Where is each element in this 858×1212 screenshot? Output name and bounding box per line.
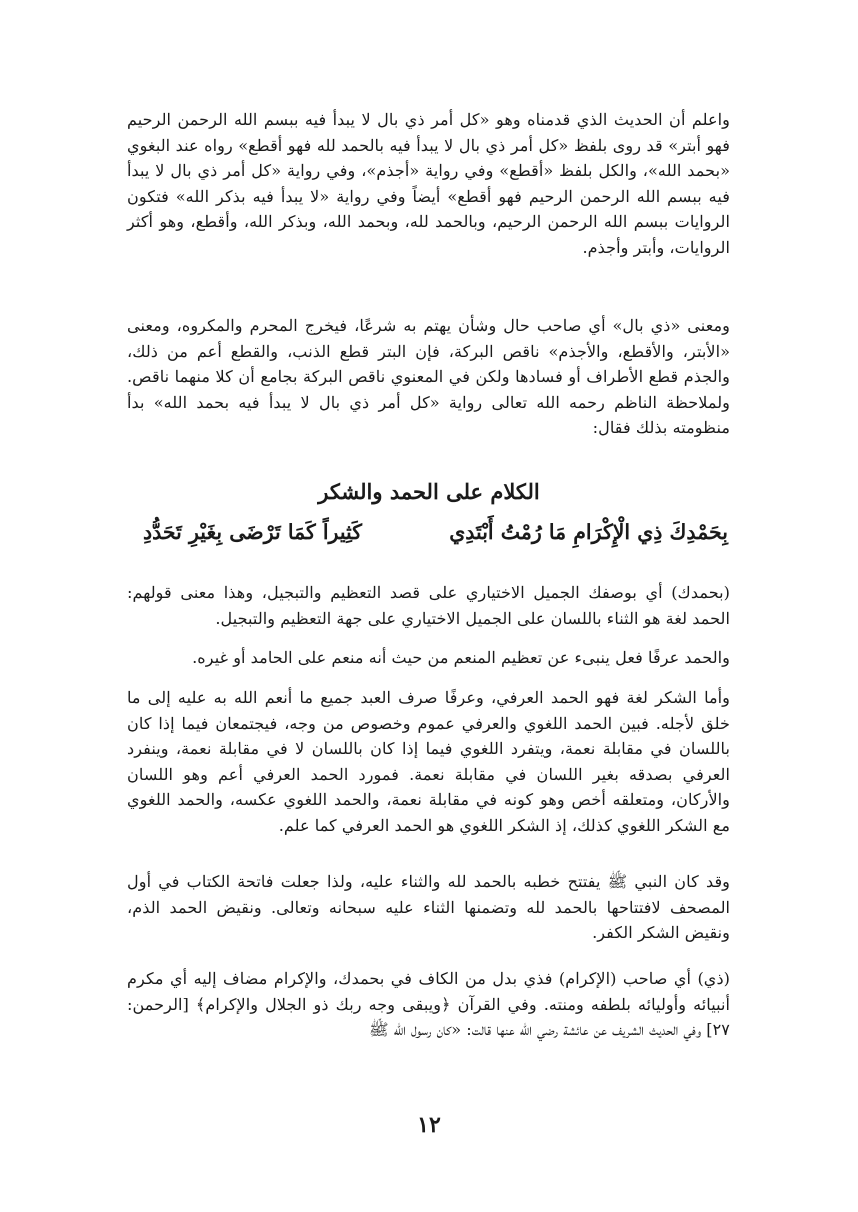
- paragraph-hamd-urfan: والحمد عرفًا فعل ينبىء عن تعظيم المنعم من حيث أنه منعم على الحامد أو غيره.: [192, 648, 730, 667]
- paragraph-shukr: وأما الشكر لغة فهو الحمد العرفي، وعرفًا صرف العبد جميع ما أنعم الله به عليه إلى ما خلق لأجله. فبين الحمد اللغوي والعرفي عموم وخصوص من وجه، فيجتمعان فيما إذا كان باللسان في مقابلة نعمة، ويتفرد اللغوي فيما إذا كان باللسان لا في مقابلة نعمة، وينفرد العرفي بصدقه بغير اللسان في مقابلة نعمة. فمورد الحمد العرفي أعم وهو اللسان والأركان، ومتعلقه أخص وهو كونه في مقابلة نعمة، والحمد اللغوي عكسه، والحمد اللغوي مع الشكر اللغوي كذلك، إذ الشكر اللغوي هو الحمد العرفي كما علم.: [127, 688, 730, 835]
- paragraph-prophet-khutba: وقد كان النبي ﷺ يفتتح خطبه بالحمد لله والثناء عليه، ولذا جعلت فاتحة الكتاب في أول المصحف لافتتاحها بالحمد لله وتضمنها الثناء عليه سبحانه وتعالى. ونقيض الحمد الذم، ونقيض الشكر الكفر.: [127, 872, 730, 943]
- paragraph-hadith-narrations: واعلم أن الحديث الذي قدمناه وهو «كل أمر ذي بال لا يبدأ فيه ببسم الله الرحمن الرحيم فهو أبتر» قد روى بلفظ «كل أمر ذي بال لا يبدأ فيه بالحمد لله فهو أقطع» رواه عند البغوي «بحمد الله»، والكل بلفظ «أقطع» وفي رواية «أجذم»، وفي رواية «كل أمر ذي بال لا يبدأ فيه ببسم الله الرحمن الرحيم فهو أقطع» أيضاً وفي رواية «لا يبدأ فيه بذكر الله» فتكون الروايات ببسم الله الرحمن الرحيم، وبالحمد لله، وبحمد الله، وبذكر الله، وأقطع، وهو أكثر الروايات، وأبتر وأجذم.: [127, 110, 730, 257]
- paragraph-meaning-dhi-bal: ومعنى «ذي بال» أي صاحب حال وشأن يهتم به شرعًا، فيخرج المحرم والمكروه، ومعنى «الأبتر، والأقطع، والأجذم» ناقص البركة، فإن البتر قطع الذنب، والقطع أعم من ذلك، والجذم قطع الأطراف أو فسادها ولكن في المعنوي ناقص البركة بجامع أن كلا منهما ناقص. ولملاحظة الناظم رحمه الله تعالى رواية «كل أمر ذي بال لا يبدأ فيه بحمد الله» بدأ منظومته بذلك فقال:: [127, 316, 730, 438]
- verse-first-hemistich: بِحَمْدِكَ ذِي الْإِكْرَامِ مَا رُمْتُ أَبْتَدِي: [449, 520, 728, 544]
- verse-second-hemistich: كَثِيراً كَمَا تَرْضَى بِغَيْرِ تَحَدُّدِ: [143, 520, 362, 544]
- paragraph-dhi-ikram: (ذي) أي صاحب (الإكرام) فذي بدل من الكاف في بحمدك، والإكرام مضاف إليه أي مكرم أنبيائه وأوليائه بلطفه ومنته. وفي القرآن ﴿ويبقى وجه ربك ذو الجلال والإكرام﴾ [الرحمن: ٢٧] وفي الحديث الشريف عن عائشة رضي الله عنها قالت: «كان رسول الله ﷺ: [127, 969, 730, 1040]
- page-number: ١٢: [417, 1112, 441, 1138]
- paragraph-bihamdik: (بحمدك) أي بوصفك الجميل الاختياري على قصد التعظيم والتبجيل، وهذا معنى قولهم: الحمد لغة هو الثناء باللسان على الجميل الاختياري على جهة التعظيم والتبجيل.: [127, 583, 730, 628]
- section-heading: الكلام على الحمد والشكر: [318, 479, 540, 504]
